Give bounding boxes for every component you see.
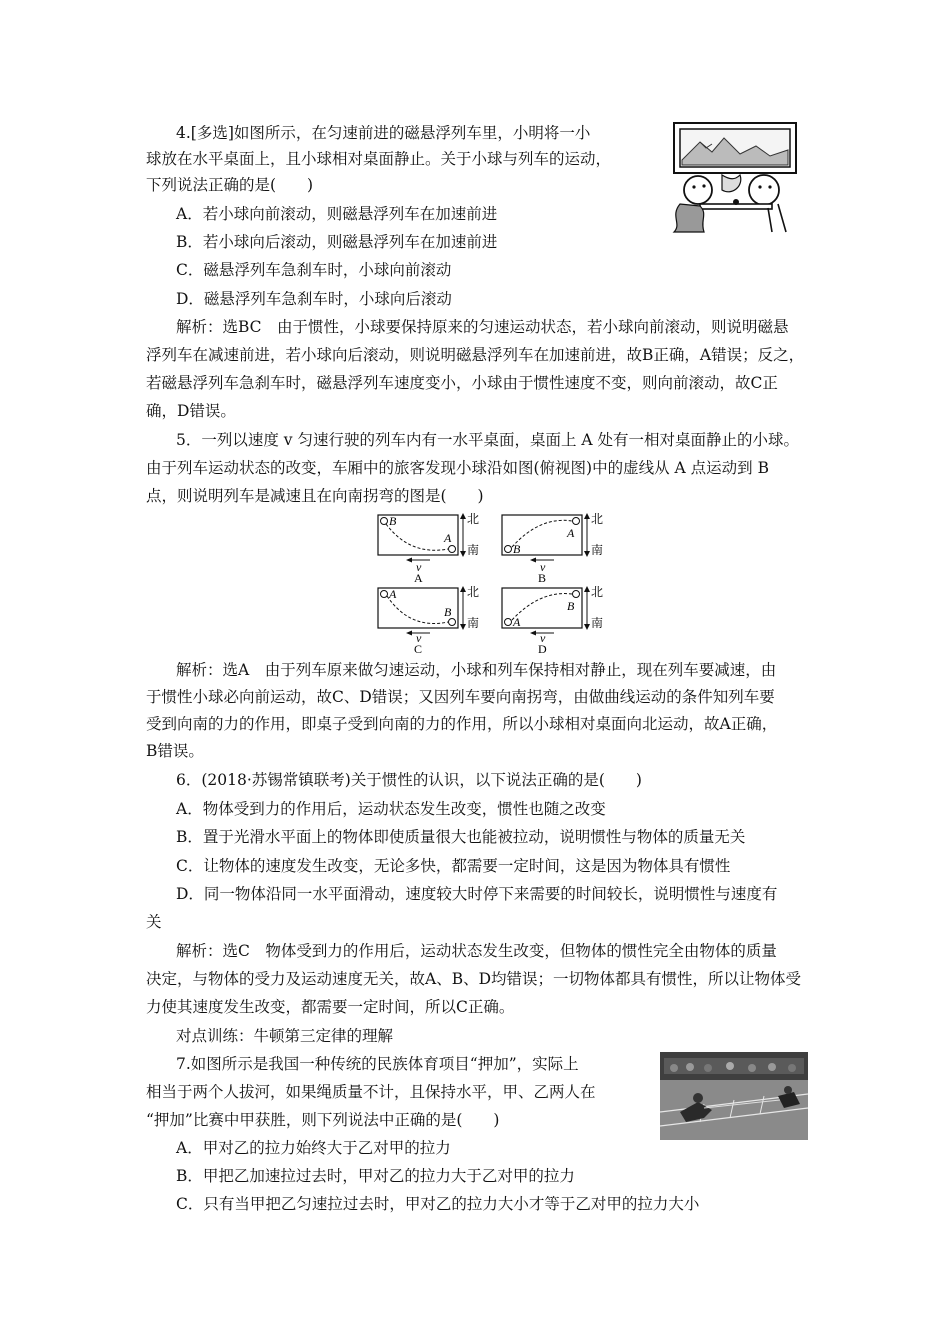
q5-caption-c: C — [414, 642, 423, 655]
q5-c-label-a: A — [389, 587, 397, 601]
q6-analysis-line-1: 解析：选C 物体受到力的作用后，运动状态发生改变，但物体的惯性完全由物体的质量 — [176, 942, 777, 960]
q5-a-velocity: v — [416, 560, 422, 574]
q5-d-label-a: A — [513, 615, 521, 629]
q4-stem-line-3: 下列说法正确的是( ) — [146, 176, 314, 194]
q5-diagram-b — [502, 512, 603, 585]
q5-b-south: 南 — [591, 543, 604, 557]
q5-caption-b: B — [538, 571, 547, 585]
q4-option-b: B．若小球向后滚动，则磁悬浮列车在加速前进 — [176, 233, 498, 251]
q4-analysis-line-3: 若磁悬浮列车急刹车时，磁悬浮列车速度变小，小球由于惯性速度不变，则向前滚动，故C正 — [146, 374, 778, 392]
q7-stem-line-2: 相当于两个人拔河，如果绳质量不计，且保持水平，甲、乙两人在 — [146, 1083, 596, 1101]
q6-option-b: B．置于光滑水平面上的物体即使质量很大也能被拉动，说明惯性与物体的质量无关 — [176, 828, 746, 846]
q5-stem-line-1: 5．一列以速度 v 匀速行驶的列车内有一水平桌面，桌面上 A 处有一相对桌面静止的小球。 — [176, 431, 800, 449]
q4-option-a: A．若小球向前滚动，则磁悬浮列车在加速前进 — [176, 205, 498, 223]
section-heading: 对点训练：牛顿第三定律的理解 — [176, 1027, 394, 1045]
q4-option-c: C．磁悬浮列车急刹车时，小球向前滚动 — [176, 261, 452, 279]
q5-figure — [370, 510, 620, 655]
q4-analysis-line-2: 浮列车在减速前进，若小球向后滚动，则说明磁悬浮列车在加速前进，故B正确，A错误；反之， — [146, 346, 805, 364]
q4-train-cartoon-figure — [660, 120, 800, 238]
q6-option-d-line-1: D．同一物体沿同一水平面滑动，速度较大时停下来需要的时间较长，说明惯性与速度有 — [176, 885, 778, 903]
q5-b-north: 北 — [591, 512, 604, 526]
q5-a-label-a: A — [444, 531, 452, 545]
q5-b-label-a: A — [567, 526, 575, 540]
q6-stem: 6．(2018·苏锡常镇联考)关于惯性的认识，以下说法正确的是( ) — [176, 771, 642, 789]
q4-analysis-line-4: 确，D错误。 — [146, 402, 236, 420]
q5-b-label-b: B — [513, 542, 521, 556]
q4-analysis-line-1: 解析：选BC 由于惯性，小球要保持原来的匀速运动状态，若小球向前滚动，则说明磁悬 — [176, 318, 789, 336]
q6-option-d-line-2: 关 — [146, 913, 162, 931]
q5-caption-a: A — [414, 571, 423, 585]
q5-d-label-b: B — [567, 599, 575, 613]
q5-d-north: 北 — [591, 585, 604, 599]
q5-stem-line-2: 由于列车运动状态的改变，车厢中的旅客发现小球沿如图(俯视图)中的虚线从 A 点运动到 B — [146, 459, 769, 477]
q4-option-d: D．磁悬浮列车急刹车时，小球向后滚动 — [176, 290, 452, 308]
q5-diagram-a — [378, 512, 479, 585]
q7-option-c: C．只有当甲把乙匀速拉过去时，甲对乙的拉力大小才等于乙对甲的拉力大小 — [176, 1195, 700, 1213]
q5-d-velocity: v — [540, 631, 546, 645]
q7-stem-line-1: 7.如图所示是我国一种传统的民族体育项目“押加”，实际上 — [176, 1055, 579, 1073]
q5-c-south: 南 — [467, 616, 480, 630]
q5-analysis-line-1: 解析：选A 由于列车原来做匀速运动，小球和列车保持相对静止，现在列车要减速，由 — [176, 661, 777, 679]
q5-c-label-b: B — [444, 605, 452, 619]
q7-yajia-photo — [660, 1052, 808, 1140]
q7-option-a: A．甲对乙的拉力始终大于乙对甲的拉力 — [176, 1139, 451, 1157]
q6-option-c: C．让物体的速度发生改变，无论多快，都需要一定时间，这是因为物体具有惯性 — [176, 857, 731, 875]
q6-analysis-line-2: 决定，与物体的受力及运动速度无关，故A、B、D均错误；一切物体都具有惯性，所以让物体受 — [146, 970, 802, 988]
q5-caption-d: D — [538, 642, 547, 655]
q5-a-north: 北 — [467, 512, 480, 526]
q5-c-velocity: v — [416, 631, 422, 645]
q5-analysis-line-4: B错误。 — [146, 742, 204, 760]
q6-analysis-line-3: 力使其速度发生改变，都需要一定时间，所以C正确。 — [146, 998, 515, 1016]
q5-a-south: 南 — [467, 543, 480, 557]
q5-b-velocity: v — [540, 560, 546, 574]
q6-option-a: A．物体受到力的作用后，运动状态发生改变，惯性也随之改变 — [176, 800, 606, 818]
q5-diagram-d — [502, 585, 603, 655]
q5-analysis-line-3: 受到向南的力的作用，即桌子受到向南的力的作用，所以小球相对桌面向北运动，故A正确， — [146, 715, 778, 733]
q5-diagram-c — [378, 585, 479, 655]
q7-option-b: B．甲把乙加速拉过去时，甲对乙的拉力大于乙对甲的拉力 — [176, 1167, 575, 1185]
q7-stem-line-3: “押加”比赛中甲获胜，则下列说法中正确的是( ) — [146, 1111, 500, 1129]
q5-analysis-line-2: 于惯性小球必向前运动，故C、D错误；又因列车要向南拐弯，由做曲线运动的条件知列车要 — [146, 688, 775, 706]
q4-stem-line-1: 4.[多选]如图所示，在匀速前进的磁悬浮列车里，小明将一小 — [176, 124, 591, 142]
q5-c-north: 北 — [467, 585, 480, 599]
q4-stem-line-2: 球放在水平桌面上，且小球相对桌面静止。关于小球与列车的运动， — [146, 150, 612, 168]
q5-a-label-b: B — [389, 514, 397, 528]
q5-stem-line-3: 点，则说明列车是减速且在向南拐弯的图是( ) — [146, 487, 484, 505]
q5-d-south: 南 — [591, 616, 604, 630]
